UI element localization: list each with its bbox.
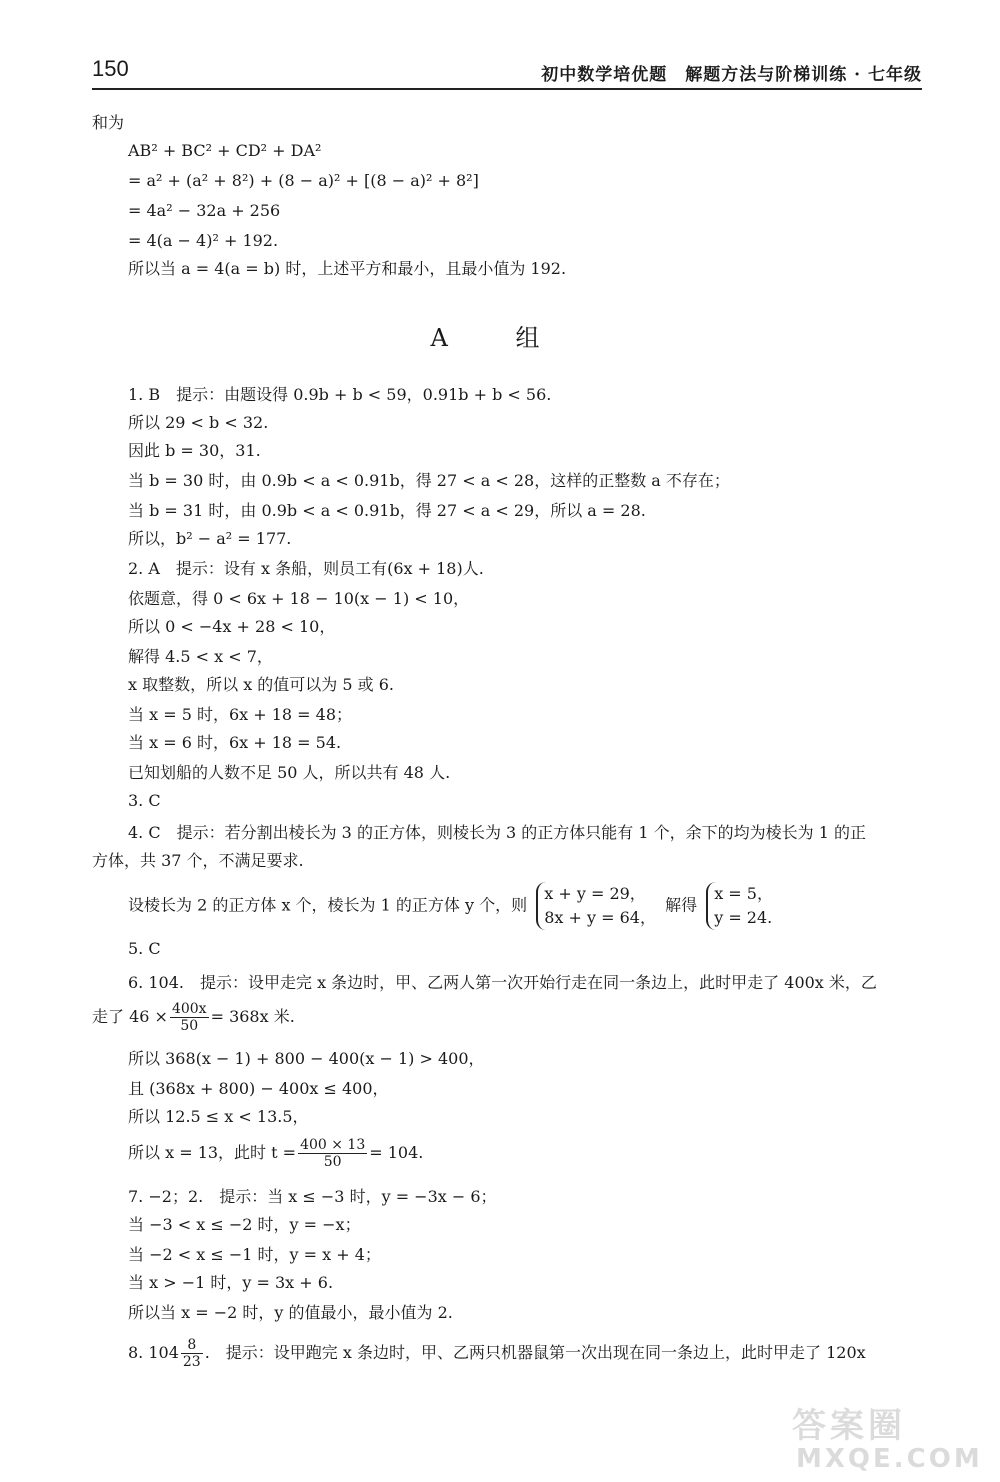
answer-6-text: = 368x 米. — [210, 1007, 295, 1026]
answer-8-line — [128, 1336, 866, 1370]
answer-4-system-line — [128, 882, 777, 930]
watermark-logo: 答案圈 — [792, 1406, 906, 1446]
answer-2-line: 当 x = 6 时，6x + 18 = 54. — [128, 733, 342, 752]
answer-2-line: 2. A 提示：设有 x 条船，则员工有(6x + 18)人. — [128, 559, 484, 578]
answer-7-line: 当 −2 < x ≤ −1 时，y = x + 4； — [128, 1245, 381, 1264]
section-title: A 组 — [430, 324, 570, 352]
answer-2-line: 所以 0 < −4x + 28 < 10， — [128, 617, 336, 636]
answer-2-line: 已知划船的人数不足 50 人，所以共有 48 人. — [128, 763, 451, 782]
answer-1-line: 所以 29 < b < 32. — [128, 413, 269, 432]
answer-2-line: 依题意，得 0 < 6x + 18 − 10(x − 1) < 10， — [128, 589, 470, 608]
denominator: 50 — [180, 1018, 199, 1034]
answer-7-line: 当 −3 < x ≤ −2 时，y = −x； — [128, 1215, 361, 1234]
answer-1-line: 因此 b = 30，31. — [128, 441, 261, 460]
answer-1-line: 当 b = 31 时，由 0.9b < a < 0.91b，得 27 < a < 29，所以 a = 28. — [128, 501, 646, 520]
numerator: 8 — [181, 1337, 203, 1354]
answer-6-fraction-line — [128, 1136, 423, 1170]
solution-system — [706, 882, 773, 930]
answer-1-line: 当 b = 30 时，由 0.9b < a < 0.91b，得 27 < a < 28，这样的正整数 a 不存在； — [128, 471, 730, 490]
answer-6-text: = 104. — [369, 1143, 424, 1162]
page-header — [92, 50, 922, 90]
intro-line: 所以当 a = 4(a = b) 时，上述平方和最小，且最小值为 192. — [128, 259, 567, 278]
answer-4-text: 解得 — [665, 895, 698, 915]
answer-8-text: . 提示：设甲跑完 x 条边时，甲、乙两只机器鼠第一次出现在同一条边上，此时甲走了 120x — [204, 1343, 866, 1362]
intro-line: = 4a² − 32a + 256 — [128, 201, 281, 220]
equation: x = 5， — [714, 884, 773, 903]
intro-line: = 4(a − 4)² + 192. — [128, 231, 279, 250]
answer-2-line: 解得 4.5 < x < 7， — [128, 647, 273, 666]
answer-6-line: 6. 104. 提示：设甲走完 x 条边时，甲、乙两人第一次开始行走在同一条边上，此时甲走了 400x 米，乙 — [128, 973, 877, 992]
denominator: 50 — [323, 1154, 342, 1170]
header-rule — [92, 88, 922, 90]
watermark-text: MXQE.COM — [796, 1444, 983, 1474]
equation: y = 24. — [714, 908, 773, 927]
intro-line: = a² + (a² + 8²) + (8 − a)² + [(8 − a)² + 8²] — [128, 171, 479, 190]
watermark — [792, 1398, 992, 1482]
answer-6-line: 所以 12.5 ≤ x < 13.5， — [128, 1107, 309, 1126]
intro-line: 和为 — [92, 113, 125, 132]
fraction — [298, 1137, 367, 1170]
denominator: 23 — [182, 1354, 201, 1370]
answer-5: 5. C — [128, 939, 161, 958]
page-number: 150 — [92, 56, 129, 81]
answer-6-line: 所以 368(x − 1) + 800 − 400(x − 1) > 400， — [128, 1049, 485, 1068]
answer-4-line: 方体，共 37 个，不满足要求. — [92, 851, 304, 870]
answer-4-text: 设棱长为 2 的正方体 x 个，棱长为 1 的正方体 y 个，则 — [128, 895, 528, 915]
answer-2-line: x 取整数，所以 x 的值可以为 5 或 6. — [128, 675, 395, 694]
fraction — [170, 1001, 209, 1034]
answer-6-text: 走了 46 × — [92, 1007, 168, 1026]
answer-6-text: 所以 x = 13，此时 t = — [128, 1143, 297, 1162]
equation: x + y = 29， — [544, 884, 646, 903]
answer-7-line: 当 x > −1 时，y = 3x + 6. — [128, 1273, 334, 1292]
book-title: 初中数学培优题 解题方法与阶梯训练 · 七年级 — [541, 65, 922, 85]
answer-7-line: 所以当 x = −2 时，y 的值最小，最小值为 2. — [128, 1303, 453, 1322]
intro-line: AB² + BC² + CD² + DA² — [128, 141, 322, 160]
answer-2-line: 当 x = 5 时，6x + 18 = 48； — [128, 705, 353, 724]
answer-6-fraction-line — [92, 1000, 295, 1034]
answer-4-line: 4. C 提示：若分割出棱长为 3 的正方体，则棱长为 3 的正方体只能有 1 个，余下的均为棱长为 1 的正 — [128, 823, 867, 842]
answer-1-line: 1. B 提示：由题设得 0.9b + b < 59，0.91b + b < 56. — [128, 385, 552, 404]
fraction — [181, 1337, 203, 1370]
equation-system — [536, 882, 656, 930]
answer-3: 3. C — [128, 791, 161, 810]
equation: 8x + y = 64， — [544, 908, 656, 927]
answer-8-text: 8. 104 — [128, 1343, 179, 1362]
answer-7-line: 7. −2；2. 提示：当 x ≤ −3 时，y = −3x − 6； — [128, 1187, 497, 1206]
answer-6-line: 且 (368x + 800) − 400x ≤ 400， — [128, 1079, 389, 1098]
numerator: 400x — [171, 1001, 207, 1017]
answer-1-line: 所以，b² − a² = 177. — [128, 529, 292, 548]
numerator: 400 × 13 — [300, 1137, 366, 1153]
